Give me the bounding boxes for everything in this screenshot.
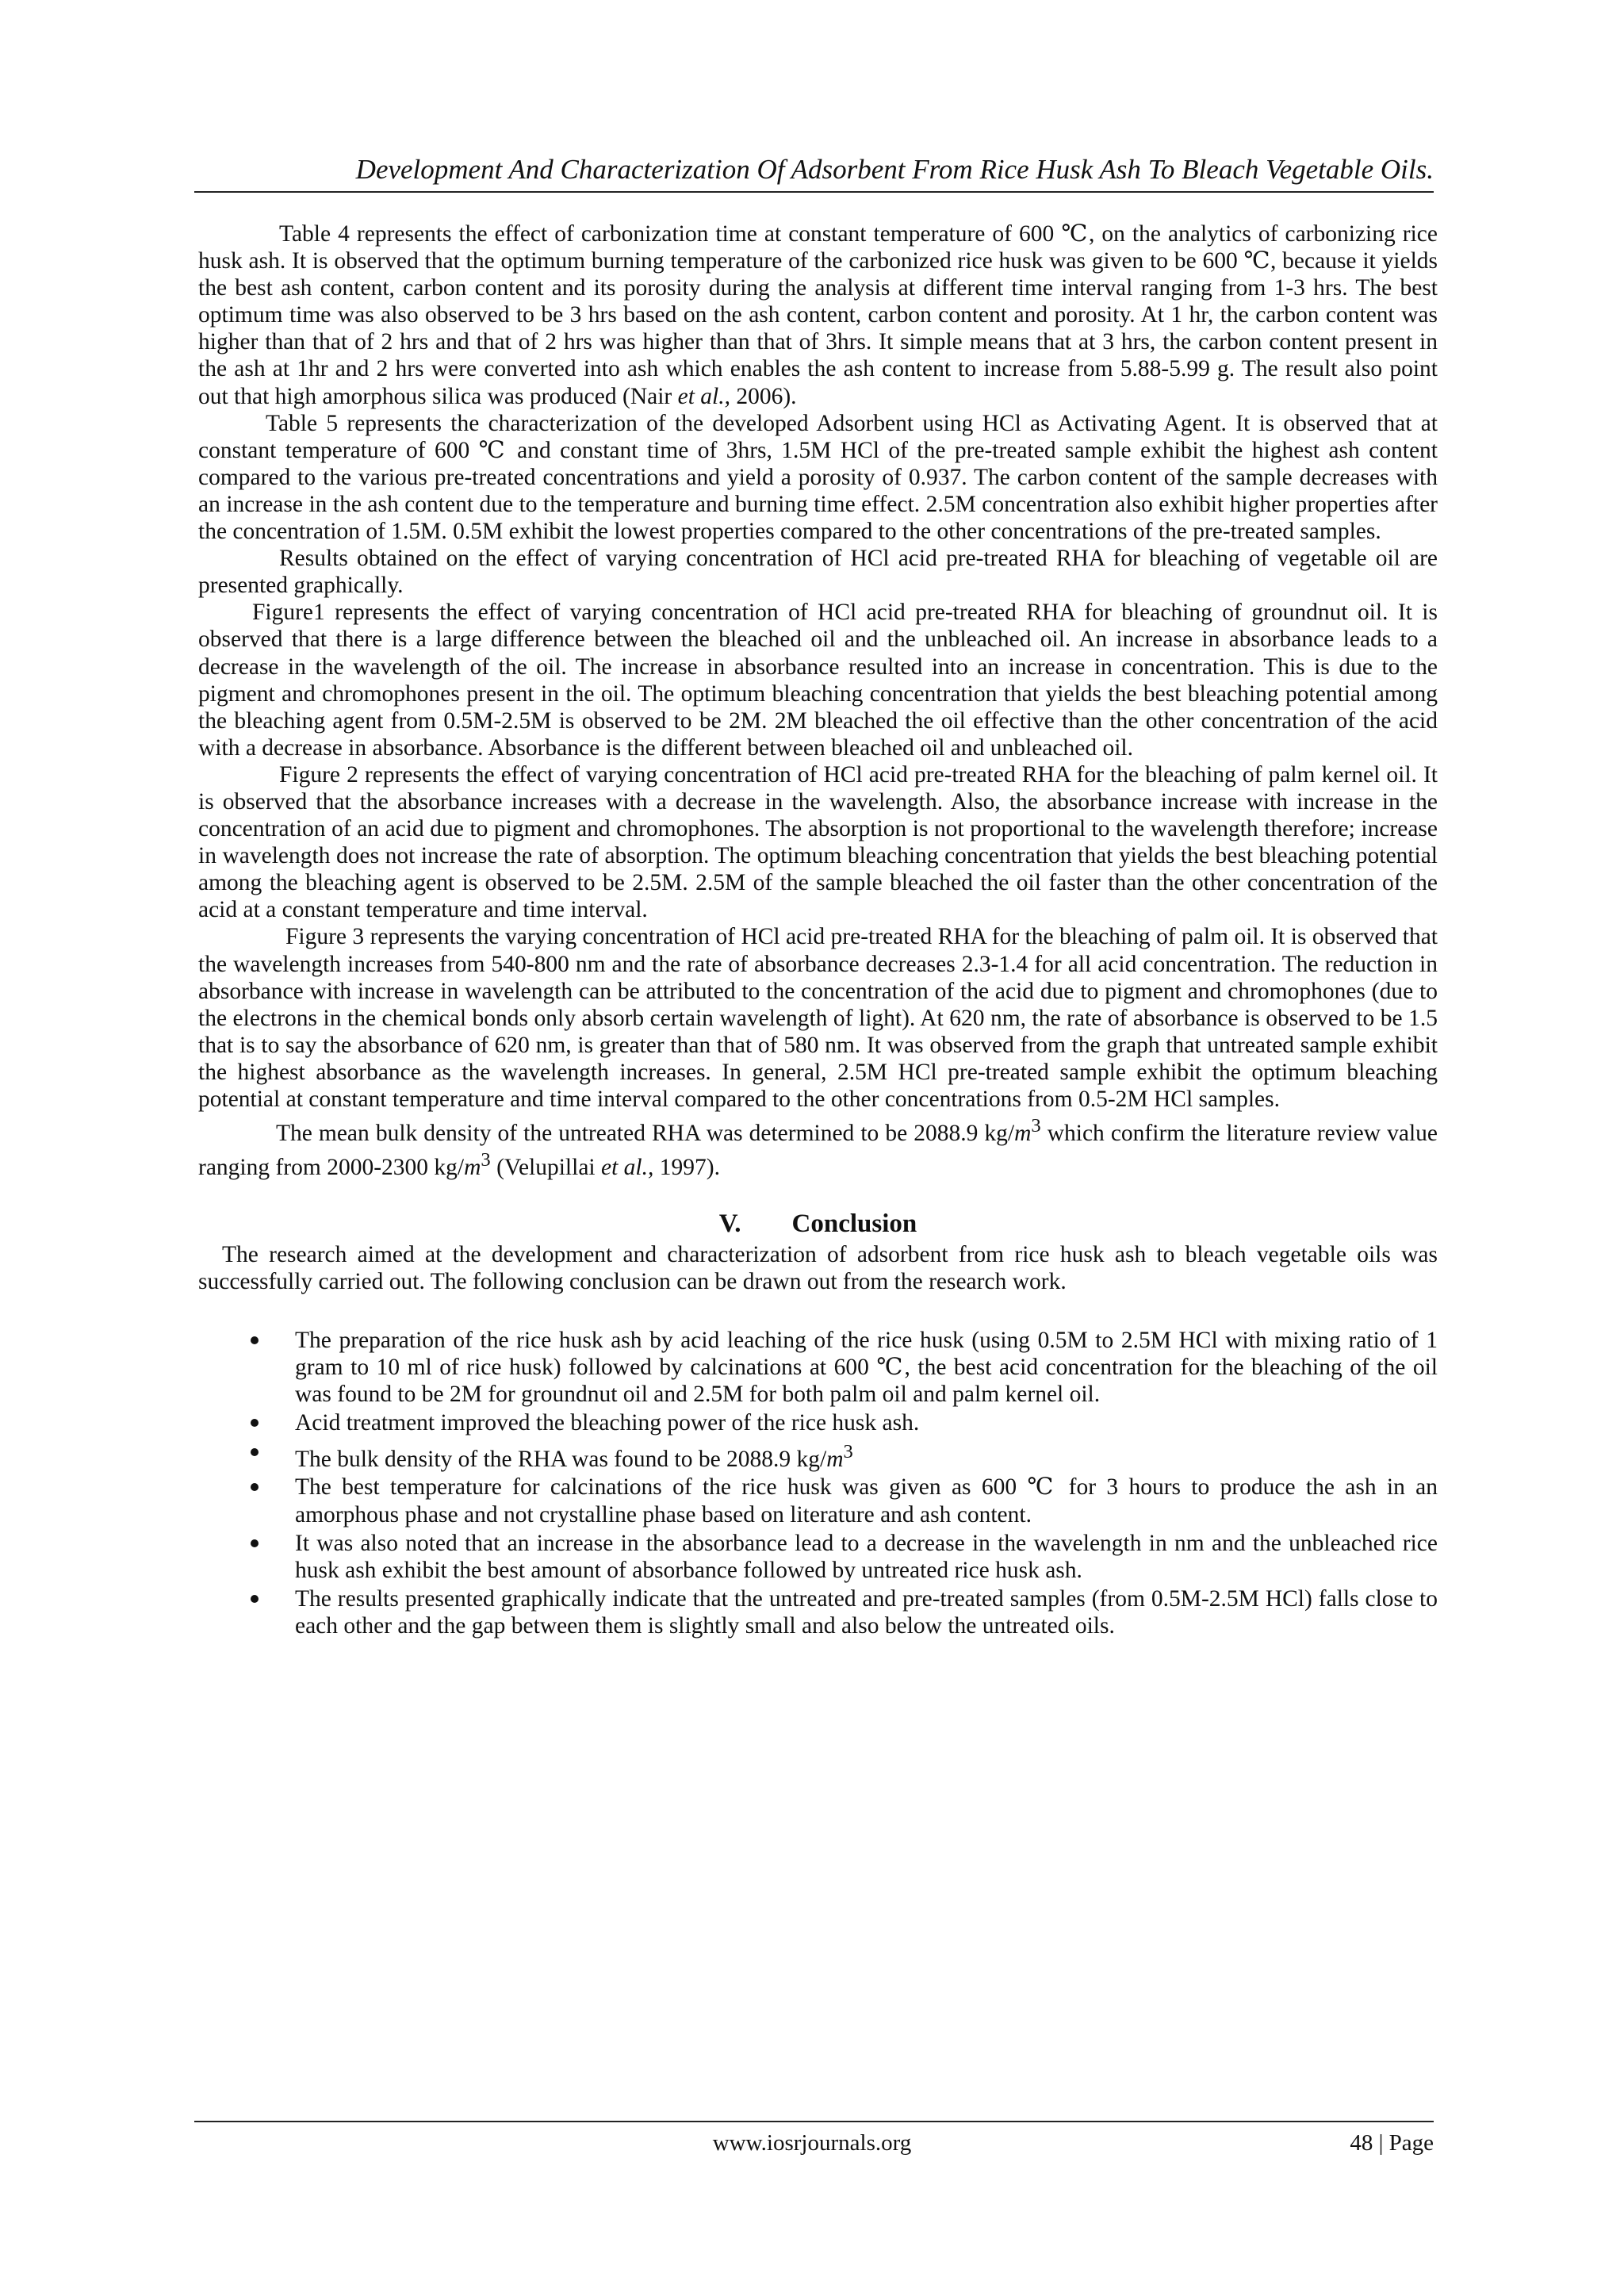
citation-end: 2006). [730,383,797,409]
paragraph-figure2: Figure 2 represents the effect of varying concentration of HCl acid pre-treated RHA for the bleaching of palm kernel oil. It is observed that the absorbance increases with a decrease in the wavelength. Also, the absorbance increase with increase in the concentration of an acid due to pigment and chromophones. The absorption is not proportional to the wavelength therefore; increase in wavelength does not increase the rate of absorption. The optimum bleaching concentration that yields the best bleaching potential among the bleaching agent is observed to be 2.5M. 2.5M of the sample bleached the oil faster than the other concentration of the acid at a constant temperature and time interval. [198,761,1438,923]
footer-divider [194,2121,1434,2122]
paragraph-results-intro: Results obtained on the effect of varying concentration of HCl acid pre-treated RHA for bleaching of vegetable oil are presented graphically. [198,546,1438,599]
bullet-icon [251,1595,259,1603]
section-heading-conclusion [198,1208,1438,1240]
unit-exponent: 3 [1031,1115,1041,1137]
unit-symbol: m [1014,1120,1032,1146]
bullet-icon [251,1483,259,1491]
conclusion-intro: The research aimed at the development and characterization of adsorbent from rice husk ash to bleach vegetable oils was successfully carried out. The following conclusion can be drawn out from the research work. [198,1241,1438,1295]
citation-italic: et al., [601,1154,654,1180]
bullet-icon [251,1448,259,1456]
body-text [198,220,1438,1641]
paragraph-figure1: Figure1 represents the effect of varying concentration of HCl acid pre-treated RHA for bleaching of groundnut oil. It is observed that there is a large difference between the bleached oil and the unbleached oil. An increase in absorbance leads to a decrease in the wavelength of the oil. The increase in absorbance resulted into an increase in concentration. This is due to the pigment and chromophones present in the oil. The optimum bleaching concentration that yields the best bleaching potential among the bleaching agent from 0.5M-2.5M is observed to be 2M. 2M bleached the oil effective than the other concentration of the acid with a decrease in absorbance. Absorbance is the different between bleached oil and unbleached oil. [198,600,1438,761]
list-item: Acid treatment improved the bleaching power of the rice husk ash. [198,1409,1438,1436]
unit-exponent: 3 [843,1440,853,1462]
paragraph-table4 [198,220,1438,410]
list-item: The preparation of the rice husk ash by acid leaching of the rice husk (using 0.5M to 2.5M HCl with mixing ratio of 1 gram to 10 ml of rice husk) followed by calcinations at 600 ℃, the best acid concentration for the bleaching of the oil was found to be 2M for groundnut oil and 2.5M for both palm oil and palm kernel oil. [198,1327,1438,1408]
bullet-icon [251,1419,259,1427]
paragraph-text: which confirm the literature review value ranging from 2000-2300 kg/ [198,1120,1438,1180]
footer-url: www.iosrjournals.org [712,2130,912,2156]
paragraph-text: The mean bulk density of the untreated RHA was determined to be 2088.9 kg/ [276,1120,1015,1146]
paragraph-bulk-density [198,1113,1438,1181]
list-item: The results presented graphically indicate that the untreated and pre-treated samples (from 0.5M-2.5M HCl) falls close to each other and the gap between them is slightly small and also below the untreated oils. [198,1585,1438,1639]
paragraph-text: Table 4 represents the effect of carbonization time at constant temperature of 600 ℃, on the analytics of carbonizing rice husk ash. It is observed that the optimum burning temperature of the carbonized rice husk was given to be 600 ℃, because it yields the best ash content, carbon content and its porosity during the analysis at different time interval ranging from 1-3 hrs. The best optimum time was also observed to be 3 hrs based on the ash content, carbon content and porosity. At 1 hr, the carbon content was higher than that of 2 hrs and that of 2 hrs was higher than that of 3hrs. It simple means that at 3 hrs, the carbon content present in the ash at 1hr and 2 hrs were converted into ash which enables the ash content to increase from 5.88-5.99 g. The result also point out that high amorphous silica was produced (Nair [198,221,1438,409]
paragraph-text: (Velupillai [490,1154,601,1180]
unit-symbol: m [464,1154,481,1180]
paragraph-figure3: Figure 3 represents the varying concentration of HCl acid pre-treated RHA for the bleaching of palm oil. It is observed that the wavelength increases from 540-800 nm and the rate of absorbance decreases 2.3-1.4 for all acid concentration. The reduction in absorbance with increase in wavelength can be attributed to the concentration of the acid due to pigment and chromophones (due to the electrons in the chemical bonds only absorb certain wavelength of light). At 620 nm, the rate of absorbance is observed to be 1.5 that is to say the absorbance of 620 nm, is greater than that of 580 nm. It was observed from the graph that untreated sample exhibit the highest absorbance as the wavelength increases. In general, 2.5M HCl pre-treated sample exhibit the optimum bleaching potential at constant temperature and time interval compared to the other concentrations from 0.5-2M HCl samples. [198,924,1438,1112]
list-item: It was also noted that an increase in the absorbance lead to a decrease in the wavelength in nm and the unbleached rice husk ash exhibit the best amount of absorbance followed by untreated rice husk ash. [198,1530,1438,1584]
paragraph-table5: Table 5 represents the characterization of the developed Adsorbent using HCl as Activating Agent. It is observed that at constant temperature of 600 ℃ and constant time of 3hrs, 1.5M HCl of the pre-treated sample exhibit the highest ash content compared to the various pre-treated concentrations and yield a porosity of 0.937. The carbon content of the sample decreases with an increase in the ash content due to the temperature and burning time effect. 2.5M concentration also exhibit higher properties after the concentration of 1.5M. 0.5M exhibit the lowest properties compared to the other concentrations of the pre-treated samples. [198,410,1438,545]
citation-end: 1997). [653,1154,720,1180]
bullet-icon [251,1539,259,1547]
running-header-title: Development And Characterization Of Adsorbent From Rice Husk Ash To Bleach Vegetable Oils. [355,154,1434,185]
list-item: The best temperature for calcinations of the rice husk was given as 600 ℃ for 3 hours to produce the ash in an amorphous phase and not crystalline phase based on literature and ash content. [198,1474,1438,1527]
page-number: 48 | Page [1350,2130,1434,2156]
header-divider [194,191,1434,193]
bullet-icon [251,1336,259,1344]
unit-symbol: m [826,1446,844,1472]
citation-italic: et al., [677,383,730,409]
unit-exponent: 3 [481,1149,491,1171]
section-title: Conclusion [791,1209,917,1238]
conclusion-list [198,1327,1438,1639]
list-item: The bulk density of the RHA was found to be 2088.9 $kg/m^3$ [198,1439,1438,1473]
section-number: V. [718,1209,741,1238]
